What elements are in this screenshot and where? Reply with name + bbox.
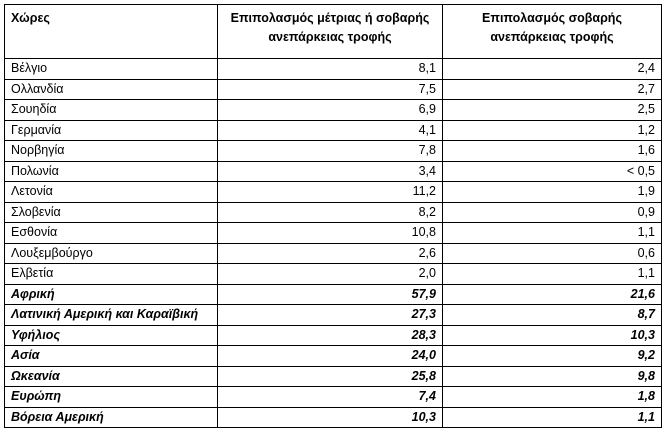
country-cell: Βόρεια Αμερική bbox=[5, 407, 218, 428]
country-cell: Αφρική bbox=[5, 284, 218, 305]
severe-cell: 0,6 bbox=[443, 243, 662, 264]
table-row bbox=[5, 120, 662, 141]
region-row bbox=[5, 387, 662, 408]
country-cell: Γερμανία bbox=[5, 120, 218, 141]
moderate-or-severe-cell: 3,4 bbox=[218, 161, 443, 182]
severe-cell: 8,7 bbox=[443, 305, 662, 326]
moderate-or-severe-cell: 8,1 bbox=[218, 59, 443, 80]
moderate-or-severe-cell: 2,6 bbox=[218, 243, 443, 264]
table-row bbox=[5, 202, 662, 223]
severe-cell: 2,4 bbox=[443, 59, 662, 80]
severe-cell: 9,2 bbox=[443, 346, 662, 367]
moderate-or-severe-cell: 7,8 bbox=[218, 141, 443, 162]
table-row bbox=[5, 161, 662, 182]
food-insecurity-table bbox=[4, 4, 662, 428]
region-row bbox=[5, 346, 662, 367]
moderate-or-severe-cell: 4,1 bbox=[218, 120, 443, 141]
region-row bbox=[5, 366, 662, 387]
country-cell: Σουηδία bbox=[5, 100, 218, 121]
severe-cell: 9,8 bbox=[443, 366, 662, 387]
table-row bbox=[5, 243, 662, 264]
moderate-or-severe-cell: 57,9 bbox=[218, 284, 443, 305]
severe-cell: 1,2 bbox=[443, 120, 662, 141]
table-row bbox=[5, 182, 662, 203]
region-row bbox=[5, 284, 662, 305]
severe-cell: 1,1 bbox=[443, 264, 662, 285]
country-cell: Λουξεμβούργο bbox=[5, 243, 218, 264]
region-row bbox=[5, 407, 662, 428]
table-row bbox=[5, 141, 662, 162]
severe-cell: 1,6 bbox=[443, 141, 662, 162]
severe-cell: 1,9 bbox=[443, 182, 662, 203]
moderate-or-severe-cell: 24,0 bbox=[218, 346, 443, 367]
moderate-or-severe-cell: 7,4 bbox=[218, 387, 443, 408]
region-row bbox=[5, 305, 662, 326]
country-cell: Ολλανδία bbox=[5, 79, 218, 100]
moderate-or-severe-cell: 27,3 bbox=[218, 305, 443, 326]
severe-cell: 10,3 bbox=[443, 325, 662, 346]
table-row bbox=[5, 223, 662, 244]
severe-cell: 21,6 bbox=[443, 284, 662, 305]
country-cell: Ελβετία bbox=[5, 264, 218, 285]
country-cell: Λετονία bbox=[5, 182, 218, 203]
region-row bbox=[5, 325, 662, 346]
moderate-or-severe-cell: 28,3 bbox=[218, 325, 443, 346]
header-row bbox=[5, 5, 662, 59]
country-cell: Εσθονία bbox=[5, 223, 218, 244]
header-moderate-or-severe: Επιπολασμός μέτριας ή σοβαρής ανεπάρκειας τροφής bbox=[218, 5, 443, 59]
severe-cell: 1,8 bbox=[443, 387, 662, 408]
country-cell: Σλοβενία bbox=[5, 202, 218, 223]
moderate-or-severe-cell: 10,3 bbox=[218, 407, 443, 428]
severe-cell: 1,1 bbox=[443, 407, 662, 428]
country-cell: Νορβηγία bbox=[5, 141, 218, 162]
table-row bbox=[5, 59, 662, 80]
country-cell: Ωκεανία bbox=[5, 366, 218, 387]
severe-cell: < 0,5 bbox=[443, 161, 662, 182]
moderate-or-severe-cell: 7,5 bbox=[218, 79, 443, 100]
table-row bbox=[5, 100, 662, 121]
country-cell: Ευρώπη bbox=[5, 387, 218, 408]
country-cell: Πολωνία bbox=[5, 161, 218, 182]
moderate-or-severe-cell: 8,2 bbox=[218, 202, 443, 223]
header-severe: Επιπολασμός σοβαρής ανεπάρκειας τροφής bbox=[443, 5, 662, 59]
moderate-or-severe-cell: 2,0 bbox=[218, 264, 443, 285]
moderate-or-severe-cell: 10,8 bbox=[218, 223, 443, 244]
moderate-or-severe-cell: 6,9 bbox=[218, 100, 443, 121]
severe-cell: 2,5 bbox=[443, 100, 662, 121]
country-cell: Ασία bbox=[5, 346, 218, 367]
country-cell: Λατινική Αμερική και Καραϊβική bbox=[5, 305, 218, 326]
severe-cell: 2,7 bbox=[443, 79, 662, 100]
moderate-or-severe-cell: 11,2 bbox=[218, 182, 443, 203]
table-body bbox=[5, 59, 662, 428]
moderate-or-severe-cell: 25,8 bbox=[218, 366, 443, 387]
table-row bbox=[5, 79, 662, 100]
country-cell: Βέλγιο bbox=[5, 59, 218, 80]
severe-cell: 0,9 bbox=[443, 202, 662, 223]
country-cell: Υφήλιος bbox=[5, 325, 218, 346]
header-countries: Χώρες bbox=[5, 5, 218, 59]
severe-cell: 1,1 bbox=[443, 223, 662, 244]
table-row bbox=[5, 264, 662, 285]
